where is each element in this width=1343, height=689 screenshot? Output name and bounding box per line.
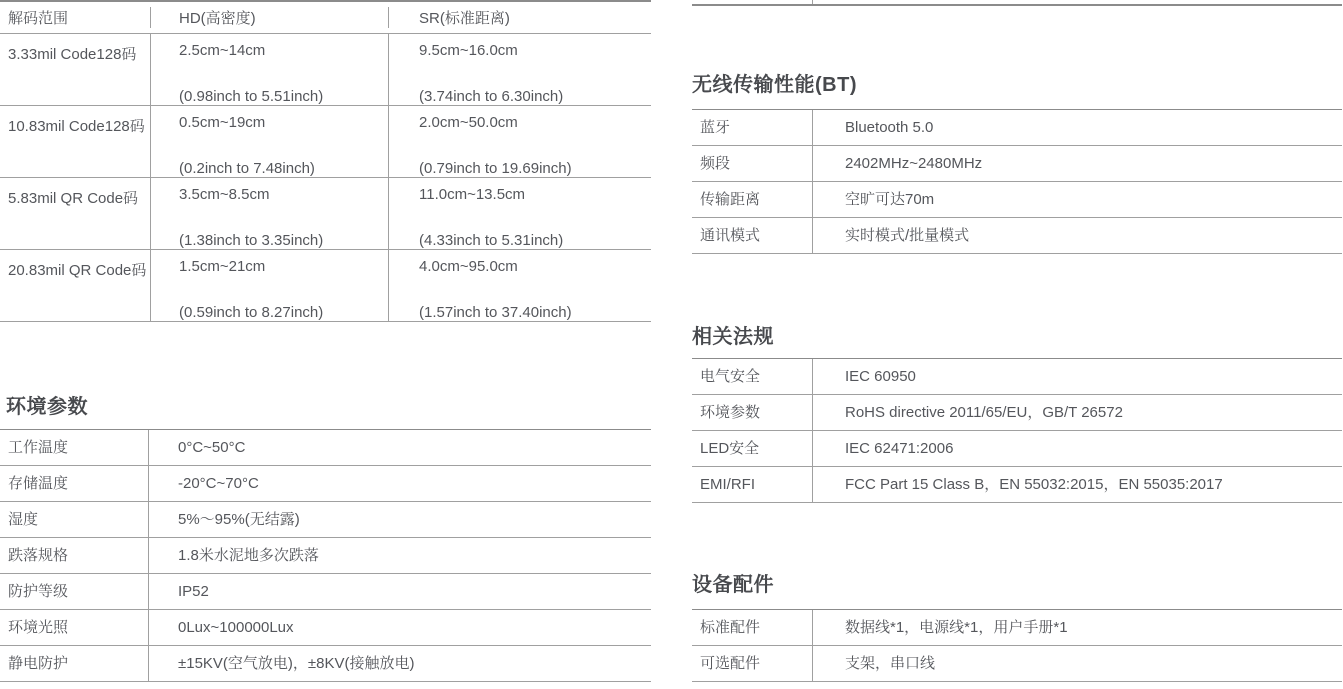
table-row <box>692 467 1342 503</box>
decode-header-hd: HD(高密度) <box>150 7 388 28</box>
hd-inch-range: (0.59inch to 8.27inch) <box>179 304 324 321</box>
sr-cm-range: 11.0cm~13.5cm <box>419 186 526 203</box>
row-value: IEC 60950 <box>812 359 1342 394</box>
sr-cm-range: 2.0cm~50.0cm <box>419 114 518 131</box>
decode-hd-cell <box>150 34 388 105</box>
row-label: 可选配件 <box>700 655 761 672</box>
wireless-bt-title: 无线传输性能(BT) <box>692 74 857 96</box>
decode-sr-cell <box>388 34 651 105</box>
row-value: RoHS directive 2011/65/EU，GB/T 26572 <box>812 395 1342 430</box>
row-value: 数据线*1，电源线*1，用户手册*1 <box>812 610 1342 645</box>
table-row <box>692 359 1342 395</box>
row-label: 频段 <box>700 155 731 172</box>
table-row <box>0 538 651 574</box>
sr-inch-range: (1.57inch to 37.40inch) <box>419 304 572 321</box>
row-label: 静电防护 <box>8 655 69 672</box>
row-value: 实时模式/批量模式 <box>812 218 1342 253</box>
table-row <box>692 610 1342 646</box>
decode-hd-cell <box>150 250 388 321</box>
hd-inch-range: (0.2inch to 7.48inch) <box>179 160 315 177</box>
hd-inch-range: (1.38inch to 3.35inch) <box>179 232 324 249</box>
sr-cm-range: 4.0cm~95.0cm <box>419 258 518 275</box>
accessories-title: 设备配件 <box>692 574 774 596</box>
decode-hd-cell <box>150 106 388 177</box>
table-row <box>0 610 651 646</box>
table-row <box>692 146 1342 182</box>
row-label: 存储温度 <box>8 475 69 492</box>
decode-sr-cell <box>388 250 651 321</box>
decode-header-param: 解码范围 <box>8 10 69 27</box>
sr-cm-range: 9.5cm~16.0cm <box>419 42 518 59</box>
decode-row-label: 3.33mil Code128码 <box>8 46 137 63</box>
env-params-table <box>0 429 651 682</box>
row-label: 标准配件 <box>700 619 761 636</box>
row-value: 2402MHz~2480MHz <box>812 146 1342 181</box>
row-value: 5%～95%(无结露) <box>148 502 651 537</box>
row-value: 1.8米水泥地多次跌落 <box>148 538 651 573</box>
sr-inch-range: (4.33inch to 5.31inch) <box>419 232 564 249</box>
decode-table-header-row <box>0 0 651 34</box>
hd-cm-range: 3.5cm~8.5cm <box>179 186 270 203</box>
accessories-table <box>692 609 1342 682</box>
row-label: 湿度 <box>8 511 39 528</box>
row-value: 空旷可达70m <box>812 182 1342 217</box>
table-row <box>0 34 651 106</box>
table-row <box>0 106 651 178</box>
row-label: 蓝牙 <box>700 119 731 136</box>
table-row <box>0 250 651 322</box>
row-label: 跌落规格 <box>8 547 69 564</box>
row-value: Bluetooth 5.0 <box>812 110 1342 145</box>
row-label: 防护等级 <box>8 583 69 600</box>
row-label: 环境光照 <box>8 619 69 636</box>
row-value: IEC 62471:2006 <box>812 431 1342 466</box>
hd-cm-range: 2.5cm~14cm <box>179 42 266 59</box>
decode-header-sr: SR(标准距离) <box>388 7 651 28</box>
hd-inch-range: (0.98inch to 5.51inch) <box>179 88 324 105</box>
regulations-table <box>692 358 1342 503</box>
table-row <box>0 430 651 466</box>
table-row <box>692 110 1342 146</box>
decode-row-label: 20.83mil QR Code码 <box>8 262 147 279</box>
row-label: 通讯模式 <box>700 227 761 244</box>
decode-row-label: 5.83mil QR Code码 <box>8 190 139 207</box>
table-row <box>692 182 1342 218</box>
table-row <box>0 178 651 250</box>
decode-range-table <box>0 0 651 322</box>
decode-sr-cell <box>388 106 651 177</box>
table-row <box>0 574 651 610</box>
row-value: 支架，串口线 <box>812 646 1342 681</box>
hd-cm-range: 0.5cm~19cm <box>179 114 266 131</box>
table-row <box>692 218 1342 254</box>
row-label: 环境参数 <box>700 404 761 421</box>
row-value: FCC Part 15 Class B，EN 55032:2015，EN 55035:2017 <box>812 467 1342 502</box>
hd-cm-range: 1.5cm~21cm <box>179 258 266 275</box>
row-value: ±15KV(空气放电)，±8KV(接触放电) <box>148 646 651 681</box>
env-params-title: 环境参数 <box>6 396 88 418</box>
row-label: 电气安全 <box>700 368 761 385</box>
table-row <box>692 646 1342 682</box>
regulations-title: 相关法规 <box>692 326 774 348</box>
decode-row-label: 10.83mil Code128码 <box>8 118 145 135</box>
row-value: IP52 <box>148 574 651 609</box>
table-row <box>0 646 651 682</box>
row-value: -20°C~70°C <box>148 466 651 501</box>
table-row <box>692 395 1342 431</box>
cutoff-table-bottom-border <box>692 4 1342 6</box>
cutoff-table-column-divider <box>812 0 813 4</box>
table-row <box>0 466 651 502</box>
row-label: 工作温度 <box>8 439 69 456</box>
row-value: 0°C~50°C <box>148 430 651 465</box>
decode-hd-cell <box>150 178 388 249</box>
wireless-bt-table <box>692 109 1342 254</box>
row-label: 传输距离 <box>700 191 761 208</box>
row-label: LED安全 <box>700 440 760 457</box>
row-value: 0Lux~100000Lux <box>148 610 651 645</box>
sr-inch-range: (3.74inch to 6.30inch) <box>419 88 564 105</box>
decode-sr-cell <box>388 178 651 249</box>
row-label: EMI/RFI <box>700 476 755 493</box>
sr-inch-range: (0.79inch to 19.69inch) <box>419 160 572 177</box>
table-row <box>692 431 1342 467</box>
table-row <box>0 502 651 538</box>
